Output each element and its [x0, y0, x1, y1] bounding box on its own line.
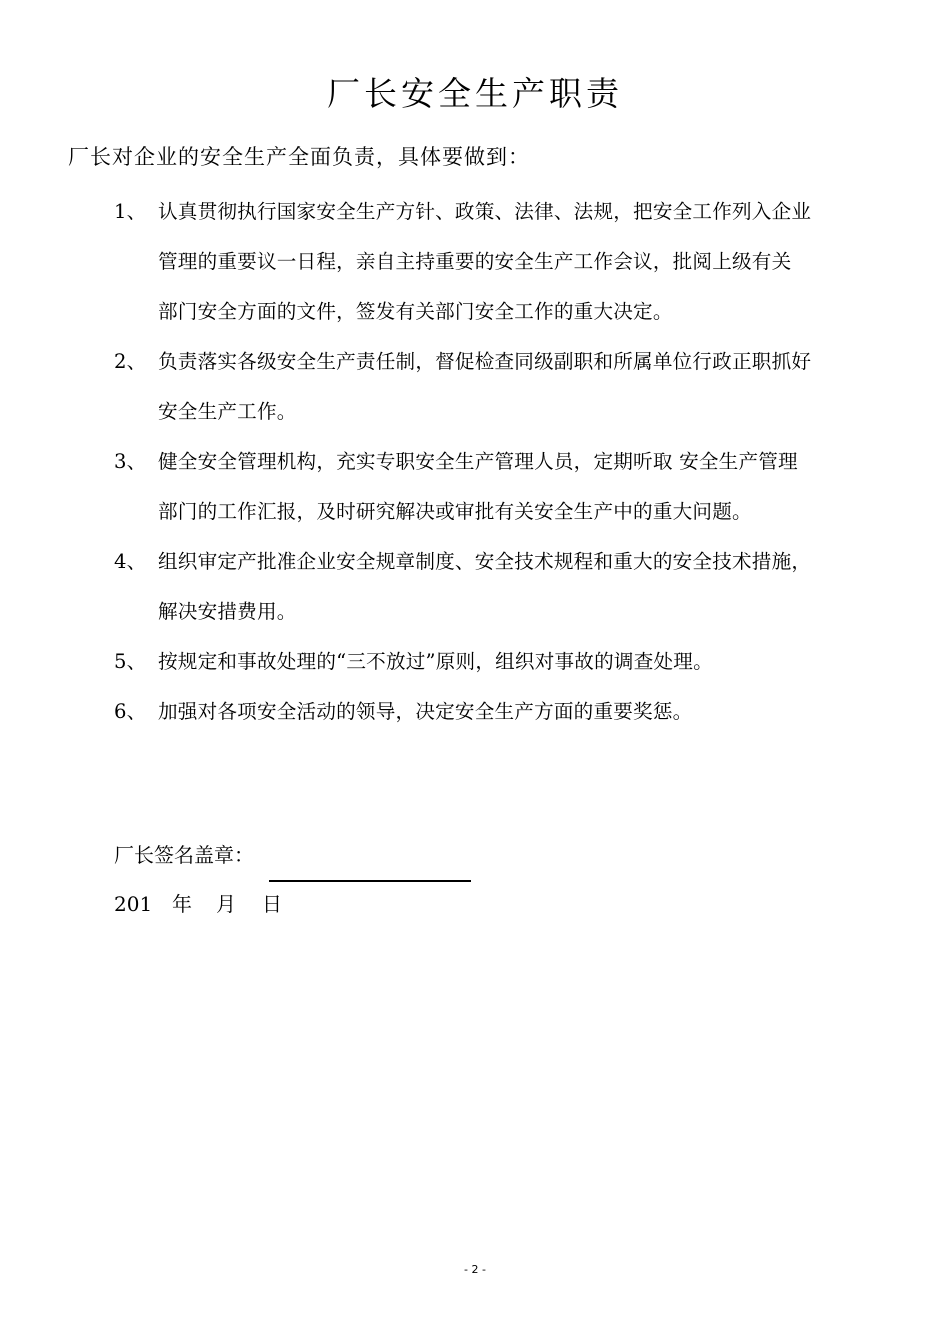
duty-text-line: 健全安全管理机构，充实专职安全生产管理人员，定期听取 安全生产管理 — [158, 450, 798, 473]
duty-item-3 — [114, 437, 886, 537]
duty-number: 2、 — [114, 350, 147, 373]
signature-line — [269, 880, 471, 882]
date-year-unit: 年 — [172, 892, 192, 916]
duty-text-line: 管理的重要议一日程，亲自主持重要的安全生产工作会议，批阅上级有关 — [158, 250, 792, 273]
signature-label: 厂长签名盖章： — [114, 843, 254, 867]
duty-text-line: 解决安措费用。 — [158, 600, 297, 623]
duty-text-line: 安全生产工作。 — [158, 400, 297, 423]
duty-text-line: 部门的工作汇报，及时研究解决或审批有关安全生产中的重大问题。 — [158, 500, 752, 523]
duty-item-6 — [114, 687, 886, 737]
duty-text-line: 组织审定产批准企业安全规章制度、安全技术规程和重大的安全技术措施， — [158, 550, 812, 573]
document-title: 厂长安全生产职责 — [327, 74, 623, 113]
duty-text-line: 部门安全方面的文件，签发有关部门安全工作的重大决定。 — [158, 300, 673, 323]
duty-item-4 — [114, 537, 886, 637]
signature-date — [114, 886, 282, 922]
duty-text-line: 认真贯彻执行国家安全生产方针、政策、法律、法规，把安全工作列入企业 — [158, 200, 812, 223]
date-day-unit: 日 — [262, 892, 282, 916]
date-month-unit: 月 — [216, 892, 236, 916]
duty-item-5 — [114, 637, 886, 687]
duty-number: 3、 — [114, 450, 147, 473]
duty-number: 5、 — [114, 650, 147, 673]
duty-text-line: 负责落实各级安全生产责任制，督促检查同级副职和所属单位行政正职抓好 — [158, 350, 812, 373]
duty-number: 6、 — [114, 700, 147, 723]
duty-number: 4、 — [114, 550, 147, 573]
duty-number: 1、 — [114, 200, 147, 223]
duty-list — [114, 187, 886, 737]
duty-text-line: 按规定和事故处理的“三不放过”原则，组织对事故的调查处理。 — [158, 650, 713, 673]
intro-paragraph: 厂长对企业的安全生产全面负责，具体要做到： — [68, 145, 530, 169]
duty-text-line: 加强对各项安全活动的领导，决定安全生产方面的重要奖惩。 — [158, 700, 693, 723]
date-year: 201 — [114, 892, 153, 916]
duty-item-2 — [114, 337, 886, 437]
duty-item-1 — [114, 187, 886, 337]
page-number: - 2 - — [464, 1263, 486, 1276]
